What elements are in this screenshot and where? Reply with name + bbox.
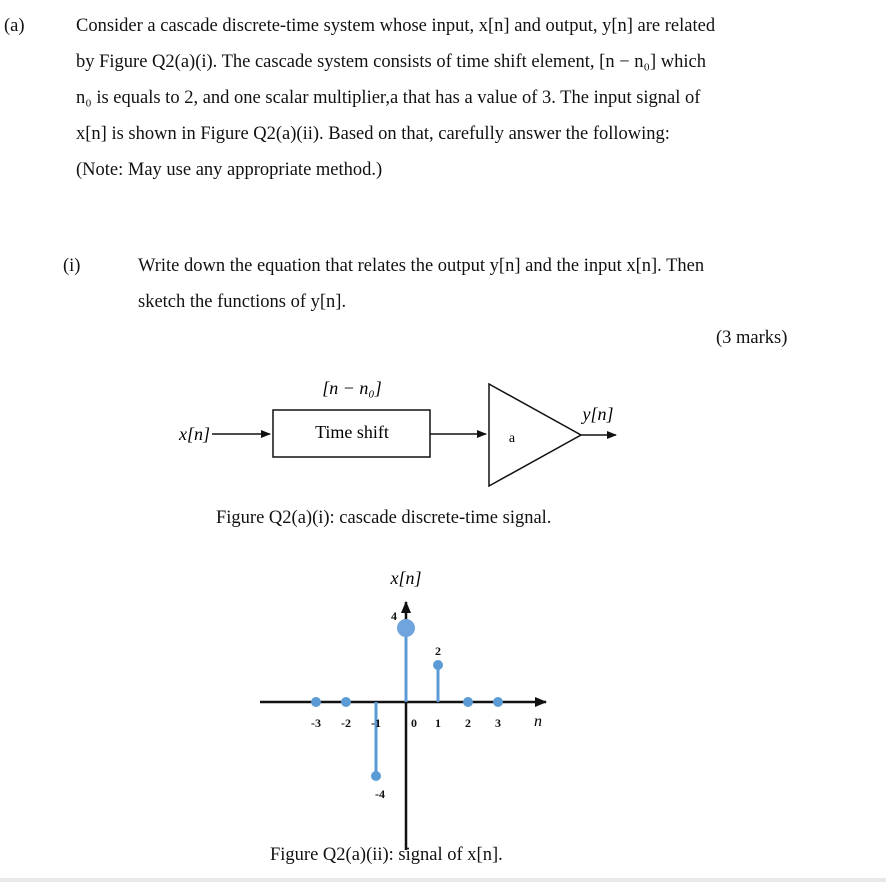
value-label-n0: 4 [391,609,397,623]
tick-label-n2: 2 [465,716,471,730]
question-line-3: n₀ is equals to 2, and one scalar multiplier,a that has a value of 3. The input signal of [76,88,701,108]
stem-marker-n1 [433,660,443,670]
subquestion-line-2: sketch the functions of y[n]. [138,292,347,312]
stem-marker-n-2 [341,697,351,707]
tick-label-n-2: -2 [341,716,351,730]
plot-title: x[n] [390,568,422,588]
stem-marker-n2 [463,697,473,707]
value-labels [375,609,441,801]
subquestion-label: (i) [63,256,81,276]
tick-label-n-1: -1 [371,716,381,730]
block-diagram [0,360,886,500]
time-shift-box-label: Time shift [315,422,389,442]
part-label: (a) [4,16,25,36]
tick-label-n1: 1 [435,716,441,730]
output-signal-label: y[n] [582,404,614,424]
gain-triangle [489,384,581,486]
stem-marker-n3 [493,697,503,707]
marks-label: (3 marks) [716,328,788,348]
question-line-5: (Note: May use any appropriate method.) [76,160,383,180]
gain-label: a [508,431,516,446]
question-line-2: by Figure Q2(a)(i). The cascade system consists of time shift element, [n − n₀] which [76,52,706,72]
tick-label-n0: 0 [411,716,417,730]
input-signal-label: x[n] [179,424,210,444]
page-bottom-rule [0,878,886,882]
figure-2-caption: Figure Q2(a)(ii): signal of x[n]. [270,845,503,865]
value-label-n1: 2 [435,644,441,658]
value-label-n-1: -4 [375,787,385,801]
question-line-4: x[n] is shown in Figure Q2(a)(ii). Based on that, carefully answer the following: [76,124,670,144]
figure-1-caption: Figure Q2(a)(i): cascade discrete-time signal. [216,508,552,528]
x-axis-label: n [534,713,542,730]
stem-marker-n-1 [371,771,381,781]
stem-marker-n0 [397,619,415,637]
tick-label-n-3: -3 [311,716,321,730]
subquestion-line-1: Write down the equation that relates the output y[n] and the input x[n]. Then [138,256,705,276]
stem-plot [240,560,580,850]
stem-marker-n-3 [311,697,321,707]
shift-label: [n − n₀] [322,378,382,398]
question-line-1: Consider a cascade discrete-time system whose input, x[n] and output, y[n] are related [76,16,716,36]
question-paragraph [76,8,715,188]
tick-label-n3: 3 [495,716,501,730]
subquestion-paragraph [138,248,704,320]
